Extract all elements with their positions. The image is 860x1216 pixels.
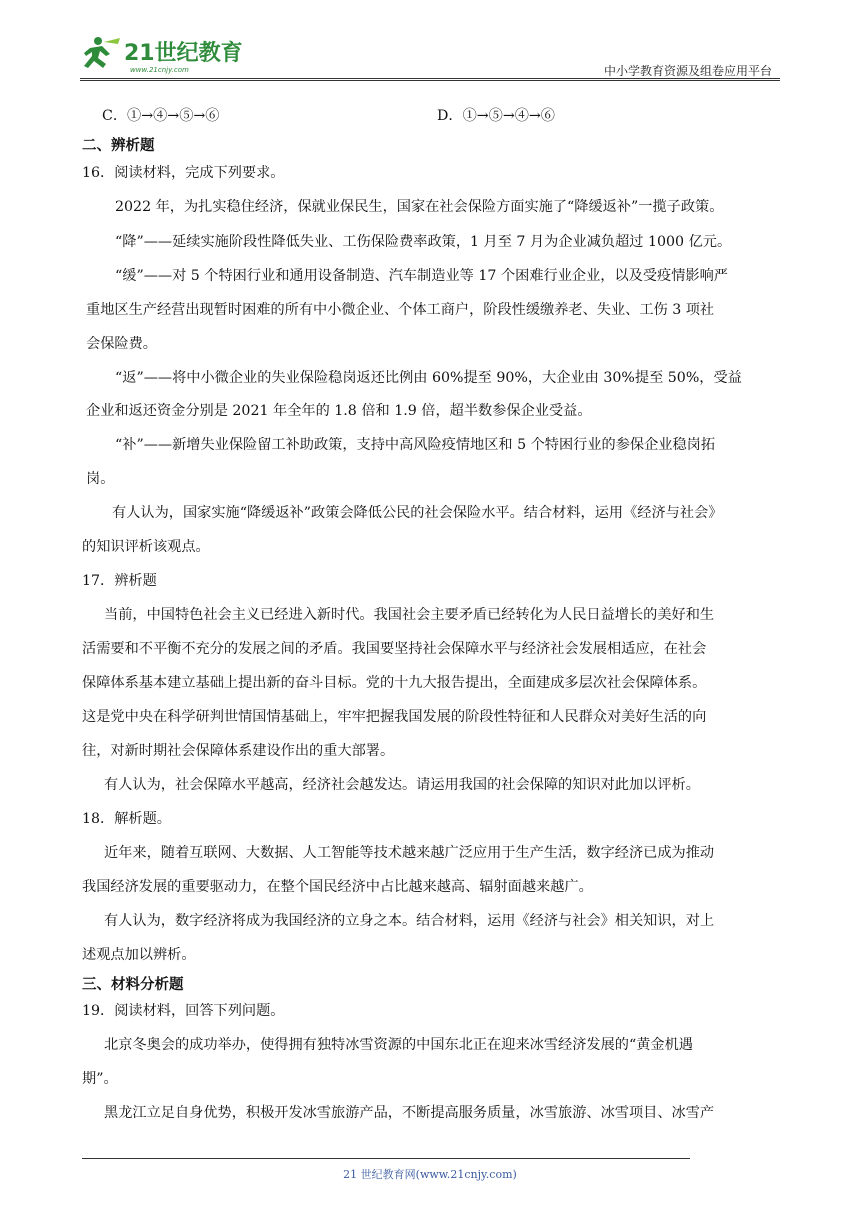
site-logo — [80, 34, 280, 76]
footer-divider — [82, 1158, 690, 1159]
section-title-2: 二、辨析题 — [82, 138, 155, 154]
q18-line: 近年来，随着互联网、大数据、人工智能等技术越来越广泛应用于生产生活，数字经济已成为推动 — [104, 845, 715, 861]
q16-line: “降”——延续实施阶段性降低失业、工伤保险费率政策，1 月至 7 月为企业减负超过 1000 亿元。 — [115, 234, 732, 250]
header-divider-secondary — [80, 80, 780, 81]
q18-line: 述观点加以辨析。 — [82, 947, 196, 963]
q16-line: 重地区生产经营出现暂时困难的所有中小微企业、个体工商户，阶段性缓缴养老、失业、工伤 3 项社 — [86, 302, 715, 318]
question-19-stem: 19．阅读材料，回答下列问题。 — [82, 1003, 285, 1019]
logo-text: 21世纪教育 — [124, 41, 243, 66]
q16-line: 的知识评析该观点。 — [82, 539, 210, 555]
question-18-stem: 18．解析题。 — [82, 811, 171, 827]
q19-line: 期”。 — [82, 1071, 118, 1087]
q17-line: 有人认为，社会保障水平越高，经济社会越发达。请运用我国的社会保障的知识对此加以评析。 — [104, 777, 700, 793]
q18-line: 有人认为，数字经济将成为我国经济的立身之本。结合材料，运用《经济与社会》相关知识，对上 — [104, 913, 715, 929]
option-d: D．①→⑤→④→⑥ — [437, 108, 555, 124]
q16-line: “补”——新增失业保险留工补助政策，支持中高风险疫情地区和 5 个特困行业的参保企业稳岗拓 — [115, 437, 716, 453]
q17-line: 活需要和不平衡不充分的发展之间的矛盾。我国要坚持社会保障水平与经济社会发展相适应，在社会 — [82, 641, 707, 657]
page-header — [80, 32, 780, 78]
q16-line: 会保险费。 — [86, 336, 157, 352]
question-17-stem: 17．辨析题 — [82, 573, 157, 589]
q16-line: 企业和返还资金分别是 2021 年全年的 1.8 倍和 1.9 倍，超半数参保企业受益。 — [86, 403, 592, 419]
q16-line: 2022 年，为扎实稳住经济，保就业保民生，国家在社会保险方面实施了“降缓返补”一揽子政策。 — [115, 199, 724, 215]
platform-name: 中小学教育资源及组卷应用平台 — [603, 64, 772, 78]
q16-line: 有人认为，国家实施“降缓返补”政策会降低公民的社会保险水平。结合材料，运用《经济与社会》 — [112, 505, 723, 521]
header-divider — [80, 78, 780, 79]
q19-line: 北京冬奥会的成功举办，使得拥有独特冰雪资源的中国东北正在迎来冰雪经济发展的“黄金机遇 — [104, 1037, 693, 1053]
q17-line: 当前，中国特色社会主义已经进入新时代。我国社会主要矛盾已经转化为人民日益增长的美好和生 — [104, 607, 715, 623]
option-c: C．①→④→⑤→⑥ — [102, 108, 220, 124]
section-title-3: 三、材料分析题 — [82, 977, 184, 993]
q17-line: 这是党中央在科学研判世情国情基础上，牢牢把握我国发展的阶段性特征和人民群众对美好生活的向 — [82, 709, 707, 725]
q18-line: 我国经济发展的重要驱动力，在整个国民经济中占比越来越高、辐射面越来越广。 — [82, 879, 593, 895]
q17-line: 保障体系基本建立基础上提出新的奋斗目标。党的十九大报告提出，全面建成多层次社会保障体系。 — [82, 675, 707, 691]
footer-text: 21 世纪教育网(www.21cnjy.com) — [343, 1168, 517, 1181]
q16-line: “缓”——对 5 个特困行业和通用设备制造、汽车制造业等 17 个困难行业企业，以及受疫情影响严 — [115, 268, 728, 284]
question-16-stem: 16．阅读材料，完成下列要求。 — [82, 165, 285, 181]
q16-line: “返”——将中小微企业的失业保险稳岗返还比例由 60%提至 90%，大企业由 30%提至 50%，受益 — [115, 370, 742, 386]
q17-line: 往，对新时期社会保障体系建设作出的重大部署。 — [82, 743, 395, 759]
runner-icon — [84, 37, 120, 68]
logo-url: www.21cnjy.com — [130, 66, 189, 74]
q19-line: 黑龙江立足自身优势，积极开发冰雪旅游产品，不断提高服务质量，冰雪旅游、冰雪项目、冰雪产 — [104, 1105, 715, 1121]
q16-line: 岗。 — [86, 471, 115, 487]
